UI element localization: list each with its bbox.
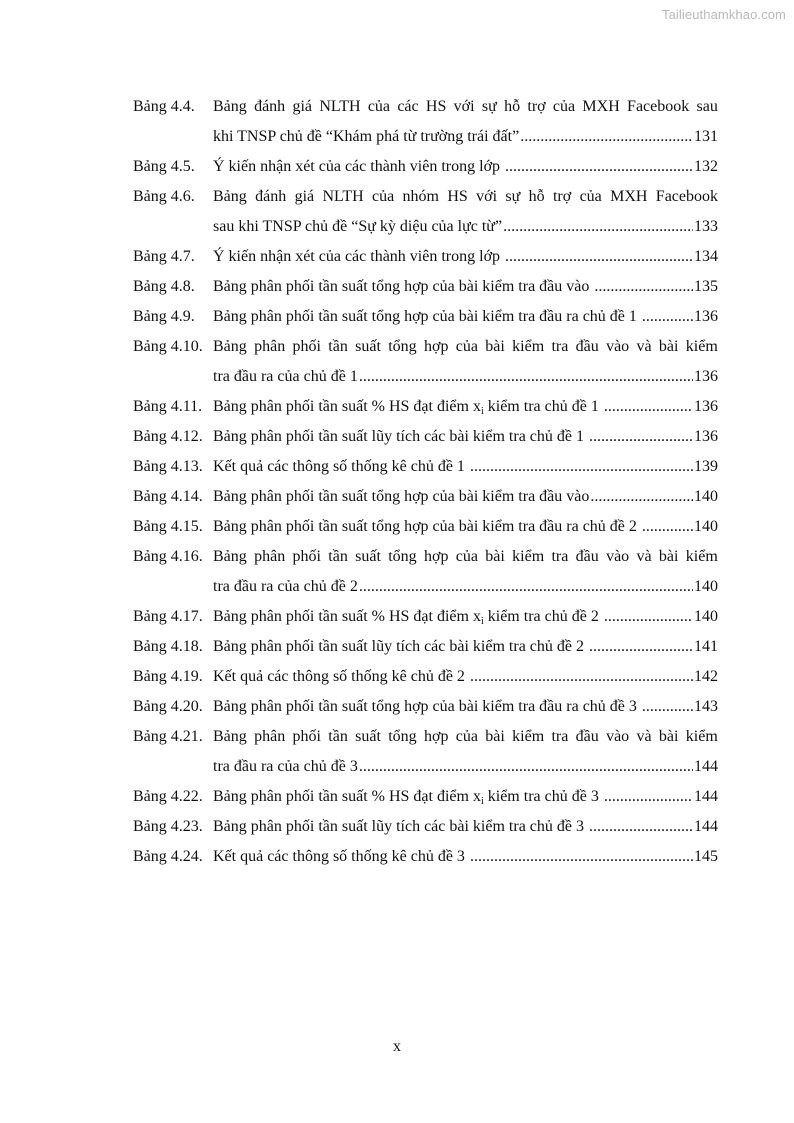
toc-entry[interactable]: [133, 662, 718, 692]
entry-label: Bảng 4.21.: [133, 728, 203, 745]
entry-title: Bảng phân phối tần suất lũy tích các bài kiểm tra chủ đề 3: [213, 818, 588, 835]
entry-title: Bảng phân phối tần suất lũy tích các bài kiểm tra chủ đề 2: [213, 638, 588, 655]
dot-leader: [642, 512, 693, 542]
entry-label: Bảng 4.18.: [133, 638, 203, 655]
entry-title-continued: khi TNSP chủ đề “Khám phá từ trường trái đất”: [213, 128, 520, 145]
toc-entry[interactable]: [133, 272, 718, 302]
dot-leader: [589, 632, 693, 662]
dot-leader: [604, 782, 693, 812]
entry-label: Bảng 4.7.: [133, 248, 195, 265]
entry-title: Kết quả các thông số thống kê chủ đề 2: [213, 668, 469, 685]
entry-label: Bảng 4.17.: [133, 608, 203, 625]
entry-label: Bảng 4.16.: [133, 548, 203, 565]
entry-title-continued: tra đầu ra của chủ đề 3: [213, 758, 358, 775]
entry-label: Bảng 4.19.: [133, 668, 203, 685]
entry-title: [213, 602, 603, 632]
entry-page-number: 136: [694, 368, 718, 385]
entry-title-part: kiểm tra chủ đề 3: [483, 788, 603, 805]
entry-label: Bảng 4.4.: [133, 98, 195, 115]
entry-title: Ý kiến nhận xét của các thành viên trong lớp: [213, 248, 505, 265]
entry-page-number: 144: [694, 758, 718, 775]
entry-page-number: 136: [694, 398, 718, 415]
watermark: Tailieuthamkhao.com: [661, 7, 786, 22]
entry-label: Bảng 4.22.: [133, 788, 203, 805]
toc-entry[interactable]: [133, 452, 718, 482]
entry-title: [213, 782, 603, 812]
toc-entry[interactable]: [133, 692, 718, 722]
toc-entry[interactable]: [133, 422, 718, 452]
entry-page-number: 139: [694, 458, 718, 475]
dot-leader: [589, 812, 693, 842]
toc-entry[interactable]: [133, 842, 718, 872]
entry-page-number: 145: [694, 848, 718, 865]
entry-title: Bảng phân phối tần suất tổng hợp của bài kiểm tra đầu ra chủ đề 3: [213, 698, 641, 715]
dot-leader: [359, 362, 693, 392]
entry-label: Bảng 4.20.: [133, 698, 203, 715]
entry-page-number: 134: [694, 248, 718, 265]
entry-title: Bảng phân phối tần suất tổng hợp của bài kiểm tra đầu vào và bài kiểm: [213, 548, 718, 565]
entry-title-subscript: i: [480, 406, 484, 417]
entry-label: Bảng 4.12.: [133, 428, 203, 445]
entry-page-number: 140: [694, 578, 718, 595]
dot-leader: [642, 302, 693, 332]
entry-title: Bảng phân phối tần suất tổng hợp của bài kiểm tra đầu ra chủ đề 2: [213, 518, 641, 535]
entry-title-part: Bảng phân phối tần suất % HS đạt điểm x: [213, 608, 481, 625]
entry-page-number: 144: [694, 818, 718, 835]
toc-entry[interactable]: [133, 512, 718, 542]
entry-title-subscript: i: [480, 796, 484, 807]
entry-title-continued: sau khi TNSP chủ đề “Sự kỳ diệu của lực từ”: [213, 218, 503, 235]
entry-title: Ý kiến nhận xét của các thành viên trong lớp: [213, 158, 505, 175]
entry-title: Bảng phân phối tần suất tổng hợp của bài kiểm tra đầu vào và bài kiểm: [213, 338, 718, 355]
dot-leader: [470, 452, 693, 482]
toc-entry[interactable]: [133, 92, 718, 152]
entry-page-number: 143: [694, 698, 718, 715]
entry-label: Bảng 4.5.: [133, 158, 195, 175]
dot-leader: [589, 422, 693, 452]
entry-title-continued: tra đầu ra của chủ đề 2: [213, 578, 358, 595]
dot-leader: [604, 602, 693, 632]
entry-label: Bảng 4.15.: [133, 518, 203, 535]
entry-page-number: 131: [694, 128, 718, 145]
entry-page-number: 135: [694, 278, 718, 295]
entry-label: Bảng 4.8.: [133, 278, 195, 295]
entry-title: Kết quả các thông số thống kê chủ đề 1: [213, 458, 469, 475]
toc-entry[interactable]: [133, 482, 718, 512]
toc-entry[interactable]: [133, 812, 718, 842]
dot-leader: [505, 152, 693, 182]
entry-title-subscript: i: [480, 616, 484, 627]
dot-leader: [359, 752, 693, 782]
entry-title: Bảng phân phối tần suất tổng hợp của bài kiểm tra đầu vào: [213, 488, 590, 505]
entry-page-number: 140: [694, 488, 718, 505]
entry-page-number: 132: [694, 158, 718, 175]
entry-title: Bảng đánh giá NLTH của các HS với sự hỗ trợ của MXH Facebook sau: [213, 98, 718, 115]
entry-label: Bảng 4.11.: [133, 398, 203, 415]
toc-entry[interactable]: [133, 602, 718, 632]
entry-page-number: 141: [694, 638, 718, 655]
entry-page-number: 144: [694, 788, 718, 805]
entry-label: Bảng 4.24.: [133, 848, 203, 865]
dot-leader: [470, 662, 693, 692]
entry-title: Kết quả các thông số thống kê chủ đề 3: [213, 848, 469, 865]
toc-entry[interactable]: [133, 782, 718, 812]
dot-leader: [642, 692, 693, 722]
toc-entry[interactable]: [133, 332, 718, 392]
dot-leader: [503, 212, 693, 242]
entry-page-number: 136: [694, 428, 718, 445]
toc-entry[interactable]: [133, 722, 718, 782]
entry-title-part: Bảng phân phối tần suất % HS đạt điểm x: [213, 788, 481, 805]
entry-title-part: kiểm tra chủ đề 2: [483, 608, 603, 625]
entry-label: Bảng 4.10.: [133, 338, 203, 355]
entry-label: Bảng 4.23.: [133, 818, 203, 835]
entry-title-part: kiểm tra chủ đề 1: [483, 398, 603, 415]
toc-entry[interactable]: [133, 182, 718, 242]
entry-label: Bảng 4.6.: [133, 188, 195, 205]
table-of-tables: [133, 92, 718, 872]
entry-title: Bảng phân phối tần suất tổng hợp của bài kiểm tra đầu ra chủ đề 1: [213, 308, 641, 325]
dot-leader: [594, 272, 693, 302]
entry-title: Bảng phân phối tần suất lũy tích các bài kiểm tra chủ đề 1: [213, 428, 588, 445]
entry-title: Bảng phân phối tần suất tổng hợp của bài kiểm tra đầu vào và bài kiểm: [213, 728, 718, 745]
toc-entry[interactable]: [133, 542, 718, 602]
entry-title: [213, 392, 603, 422]
entry-label: Bảng 4.9.: [133, 308, 195, 325]
toc-entry[interactable]: [133, 632, 718, 662]
entry-label: Bảng 4.14.: [133, 488, 203, 505]
entry-page-number: 140: [694, 608, 718, 625]
entry-title-continued: tra đầu ra của chủ đề 1: [213, 368, 358, 385]
toc-entry[interactable]: [133, 302, 718, 332]
dot-leader: [590, 482, 693, 512]
dot-leader: [604, 392, 693, 422]
entry-page-number: 140: [694, 518, 718, 535]
toc-entry[interactable]: [133, 242, 718, 272]
entry-page-number: 142: [694, 668, 718, 685]
dot-leader: [520, 122, 693, 152]
page-number: x: [393, 1038, 401, 1055]
entry-title: Bảng phân phối tần suất tổng hợp của bài kiểm tra đầu vào: [213, 278, 594, 295]
entry-page-number: 136: [694, 308, 718, 325]
entry-title-part: Bảng phân phối tần suất % HS đạt điểm x: [213, 398, 481, 415]
entry-label: Bảng 4.13.: [133, 458, 203, 475]
entry-title: Bảng đánh giá NLTH của nhóm HS với sự hỗ trợ của MXH Facebook: [213, 188, 718, 205]
toc-entry[interactable]: [133, 392, 718, 422]
dot-leader: [505, 242, 693, 272]
dot-leader: [359, 572, 693, 602]
toc-entry[interactable]: [133, 152, 718, 182]
entry-page-number: 133: [694, 218, 718, 235]
dot-leader: [470, 842, 693, 872]
